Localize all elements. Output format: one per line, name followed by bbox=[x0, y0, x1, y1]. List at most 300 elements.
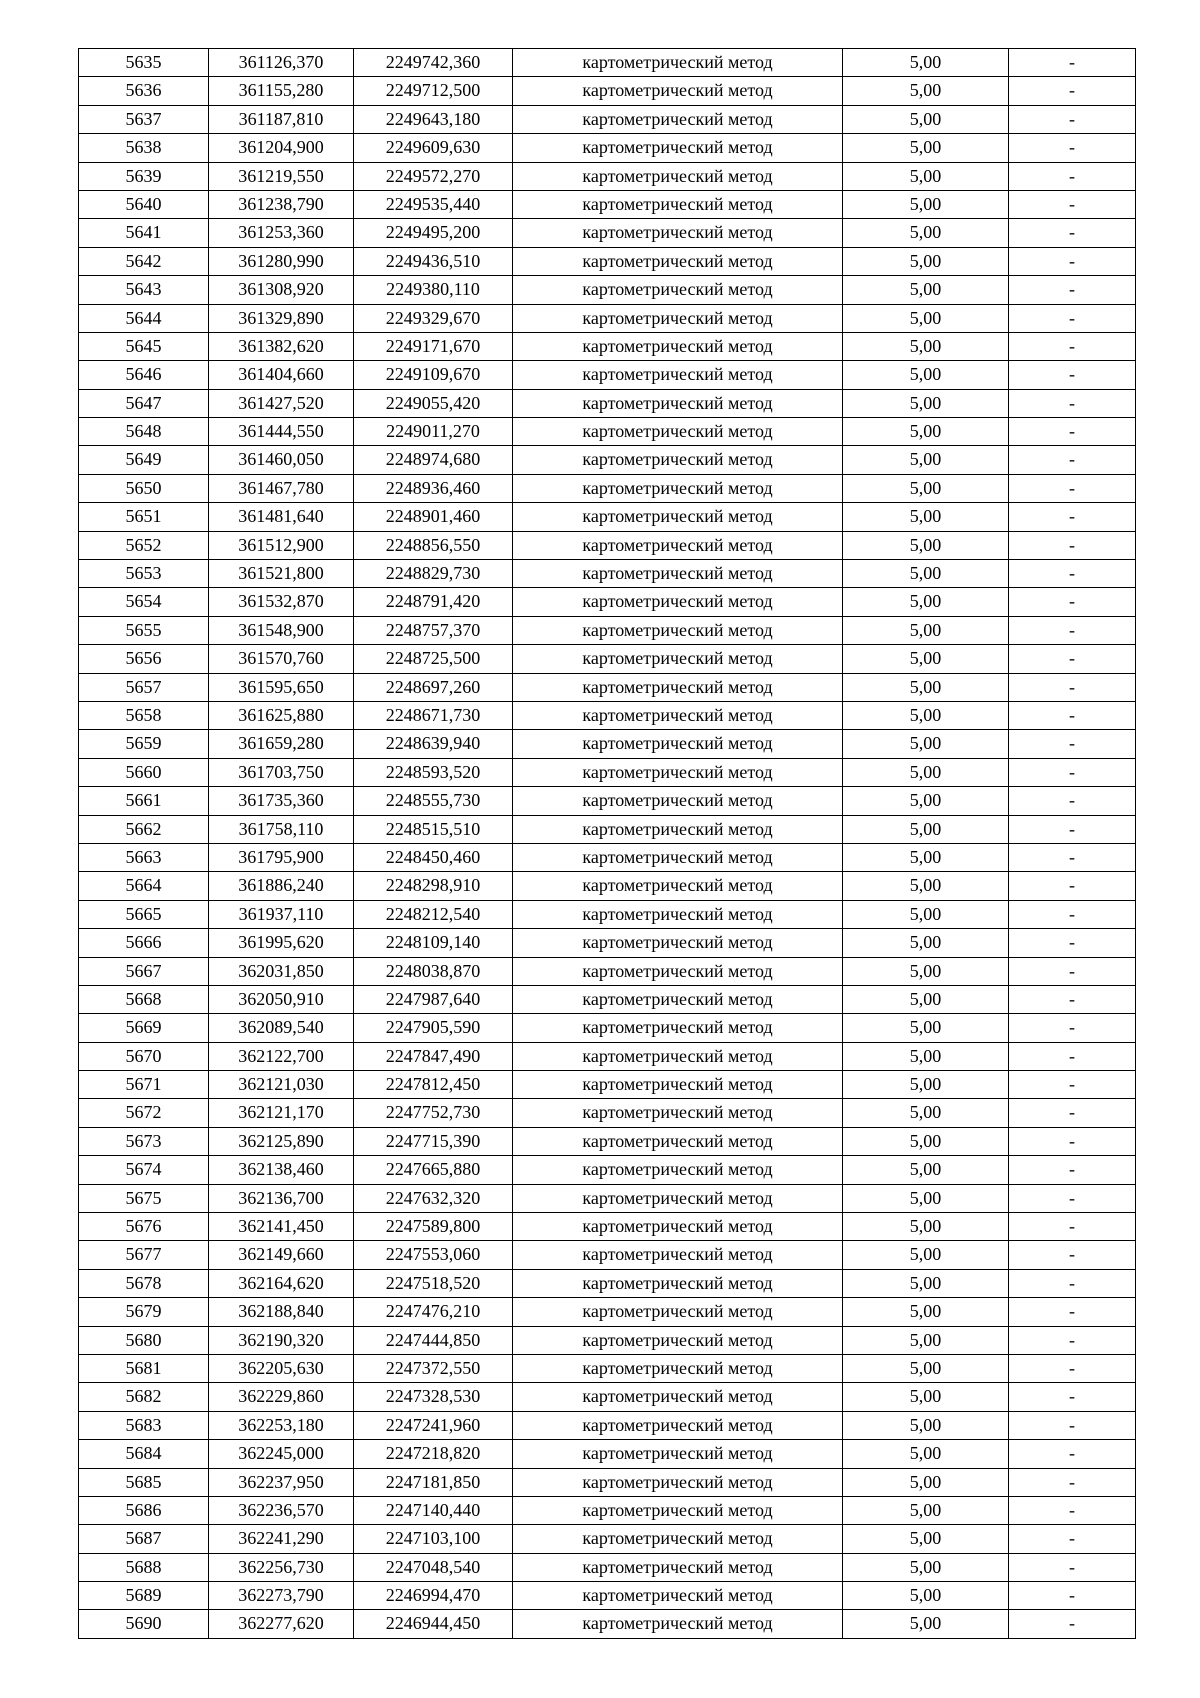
point-number-cell: 5677 bbox=[79, 1241, 209, 1269]
y-coordinate-cell: 2249643,180 bbox=[354, 105, 513, 133]
table-row bbox=[79, 503, 1136, 531]
y-coordinate-cell: 2247372,550 bbox=[354, 1354, 513, 1382]
y-coordinate-cell: 2248639,940 bbox=[354, 730, 513, 758]
method-cell: картометрический метод bbox=[513, 1042, 843, 1070]
accuracy-cell: 5,00 bbox=[843, 730, 1009, 758]
x-coordinate-cell: 362253,180 bbox=[209, 1411, 354, 1439]
table-row bbox=[79, 929, 1136, 957]
point-number-cell: 5682 bbox=[79, 1383, 209, 1411]
accuracy-cell: 5,00 bbox=[843, 1042, 1009, 1070]
table-row bbox=[79, 616, 1136, 644]
y-coordinate-cell: 2249572,270 bbox=[354, 162, 513, 190]
method-cell: картометрический метод bbox=[513, 787, 843, 815]
point-number-cell: 5689 bbox=[79, 1582, 209, 1610]
table-row bbox=[79, 1014, 1136, 1042]
x-coordinate-cell: 361548,900 bbox=[209, 616, 354, 644]
table-row bbox=[79, 1099, 1136, 1127]
method-cell: картометрический метод bbox=[513, 929, 843, 957]
x-coordinate-cell: 361187,810 bbox=[209, 105, 354, 133]
y-coordinate-cell: 2247476,210 bbox=[354, 1298, 513, 1326]
point-number-cell: 5678 bbox=[79, 1269, 209, 1297]
x-coordinate-cell: 361404,660 bbox=[209, 361, 354, 389]
note-cell: - bbox=[1009, 1326, 1136, 1354]
x-coordinate-cell: 362277,620 bbox=[209, 1610, 354, 1638]
method-cell: картометрический метод bbox=[513, 1269, 843, 1297]
method-cell: картометрический метод bbox=[513, 758, 843, 786]
accuracy-cell: 5,00 bbox=[843, 1269, 1009, 1297]
method-cell: картометрический метод bbox=[513, 446, 843, 474]
point-number-cell: 5639 bbox=[79, 162, 209, 190]
x-coordinate-cell: 362136,700 bbox=[209, 1184, 354, 1212]
x-coordinate-cell: 361886,240 bbox=[209, 872, 354, 900]
note-cell: - bbox=[1009, 1411, 1136, 1439]
x-coordinate-cell: 361308,920 bbox=[209, 276, 354, 304]
x-coordinate-cell: 361995,620 bbox=[209, 929, 354, 957]
table-row bbox=[79, 1525, 1136, 1553]
table-row bbox=[79, 134, 1136, 162]
method-cell: картометрический метод bbox=[513, 162, 843, 190]
accuracy-cell: 5,00 bbox=[843, 1184, 1009, 1212]
table-row bbox=[79, 560, 1136, 588]
note-cell: - bbox=[1009, 673, 1136, 701]
y-coordinate-cell: 2248212,540 bbox=[354, 900, 513, 928]
accuracy-cell: 5,00 bbox=[843, 190, 1009, 218]
accuracy-cell: 5,00 bbox=[843, 1213, 1009, 1241]
y-coordinate-cell: 2247752,730 bbox=[354, 1099, 513, 1127]
y-coordinate-cell: 2247518,520 bbox=[354, 1269, 513, 1297]
accuracy-cell: 5,00 bbox=[843, 219, 1009, 247]
note-cell: - bbox=[1009, 105, 1136, 133]
note-cell: - bbox=[1009, 1213, 1136, 1241]
x-coordinate-cell: 362188,840 bbox=[209, 1298, 354, 1326]
x-coordinate-cell: 362190,320 bbox=[209, 1326, 354, 1354]
x-coordinate-cell: 361521,800 bbox=[209, 560, 354, 588]
table-row bbox=[79, 1582, 1136, 1610]
coordinates-table bbox=[78, 48, 1136, 1639]
y-coordinate-cell: 2249171,670 bbox=[354, 332, 513, 360]
accuracy-cell: 5,00 bbox=[843, 787, 1009, 815]
method-cell: картометрический метод bbox=[513, 1127, 843, 1155]
x-coordinate-cell: 361595,650 bbox=[209, 673, 354, 701]
table-row bbox=[79, 730, 1136, 758]
note-cell: - bbox=[1009, 389, 1136, 417]
table-row bbox=[79, 1269, 1136, 1297]
x-coordinate-cell: 362273,790 bbox=[209, 1582, 354, 1610]
table-row bbox=[79, 985, 1136, 1013]
note-cell: - bbox=[1009, 1184, 1136, 1212]
y-coordinate-cell: 2247241,960 bbox=[354, 1411, 513, 1439]
method-cell: картометрический метод bbox=[513, 843, 843, 871]
point-number-cell: 5642 bbox=[79, 247, 209, 275]
method-cell: картометрический метод bbox=[513, 1071, 843, 1099]
method-cell: картометрический метод bbox=[513, 1553, 843, 1581]
y-coordinate-cell: 2249011,270 bbox=[354, 418, 513, 446]
x-coordinate-cell: 362138,460 bbox=[209, 1156, 354, 1184]
point-number-cell: 5649 bbox=[79, 446, 209, 474]
method-cell: картометрический метод bbox=[513, 815, 843, 843]
point-number-cell: 5680 bbox=[79, 1326, 209, 1354]
y-coordinate-cell: 2248593,520 bbox=[354, 758, 513, 786]
point-number-cell: 5648 bbox=[79, 418, 209, 446]
accuracy-cell: 5,00 bbox=[843, 389, 1009, 417]
y-coordinate-cell: 2248901,460 bbox=[354, 503, 513, 531]
table-row bbox=[79, 77, 1136, 105]
y-coordinate-cell: 2248829,730 bbox=[354, 560, 513, 588]
point-number-cell: 5635 bbox=[79, 49, 209, 77]
point-number-cell: 5686 bbox=[79, 1496, 209, 1524]
point-number-cell: 5683 bbox=[79, 1411, 209, 1439]
method-cell: картометрический метод bbox=[513, 304, 843, 332]
point-number-cell: 5662 bbox=[79, 815, 209, 843]
point-number-cell: 5658 bbox=[79, 701, 209, 729]
x-coordinate-cell: 361155,280 bbox=[209, 77, 354, 105]
method-cell: картометрический метод bbox=[513, 1383, 843, 1411]
accuracy-cell: 5,00 bbox=[843, 815, 1009, 843]
method-cell: картометрический метод bbox=[513, 588, 843, 616]
accuracy-cell: 5,00 bbox=[843, 247, 1009, 275]
note-cell: - bbox=[1009, 1241, 1136, 1269]
method-cell: картометрический метод bbox=[513, 900, 843, 928]
x-coordinate-cell: 362121,030 bbox=[209, 1071, 354, 1099]
y-coordinate-cell: 2247181,850 bbox=[354, 1468, 513, 1496]
y-coordinate-cell: 2249609,630 bbox=[354, 134, 513, 162]
y-coordinate-cell: 2249712,500 bbox=[354, 77, 513, 105]
note-cell: - bbox=[1009, 843, 1136, 871]
accuracy-cell: 5,00 bbox=[843, 929, 1009, 957]
y-coordinate-cell: 2248974,680 bbox=[354, 446, 513, 474]
table-row bbox=[79, 1383, 1136, 1411]
table-row bbox=[79, 1127, 1136, 1155]
x-coordinate-cell: 362121,170 bbox=[209, 1099, 354, 1127]
point-number-cell: 5638 bbox=[79, 134, 209, 162]
accuracy-cell: 5,00 bbox=[843, 361, 1009, 389]
accuracy-cell: 5,00 bbox=[843, 77, 1009, 105]
table-row bbox=[79, 49, 1136, 77]
point-number-cell: 5669 bbox=[79, 1014, 209, 1042]
x-coordinate-cell: 361625,880 bbox=[209, 701, 354, 729]
accuracy-cell: 5,00 bbox=[843, 1411, 1009, 1439]
y-coordinate-cell: 2248298,910 bbox=[354, 872, 513, 900]
y-coordinate-cell: 2249535,440 bbox=[354, 190, 513, 218]
y-coordinate-cell: 2249329,670 bbox=[354, 304, 513, 332]
method-cell: картометрический метод bbox=[513, 560, 843, 588]
accuracy-cell: 5,00 bbox=[843, 1610, 1009, 1638]
point-number-cell: 5657 bbox=[79, 673, 209, 701]
method-cell: картометрический метод bbox=[513, 219, 843, 247]
y-coordinate-cell: 2249109,670 bbox=[354, 361, 513, 389]
point-number-cell: 5647 bbox=[79, 389, 209, 417]
point-number-cell: 5679 bbox=[79, 1298, 209, 1326]
x-coordinate-cell: 362122,700 bbox=[209, 1042, 354, 1070]
note-cell: - bbox=[1009, 900, 1136, 928]
table-row bbox=[79, 843, 1136, 871]
note-cell: - bbox=[1009, 701, 1136, 729]
y-coordinate-cell: 2247812,450 bbox=[354, 1071, 513, 1099]
accuracy-cell: 5,00 bbox=[843, 1326, 1009, 1354]
point-number-cell: 5659 bbox=[79, 730, 209, 758]
note-cell: - bbox=[1009, 787, 1136, 815]
table-row bbox=[79, 219, 1136, 247]
point-number-cell: 5655 bbox=[79, 616, 209, 644]
y-coordinate-cell: 2247905,590 bbox=[354, 1014, 513, 1042]
note-cell: - bbox=[1009, 361, 1136, 389]
point-number-cell: 5675 bbox=[79, 1184, 209, 1212]
method-cell: картометрический метод bbox=[513, 1156, 843, 1184]
note-cell: - bbox=[1009, 190, 1136, 218]
method-cell: картометрический метод bbox=[513, 645, 843, 673]
x-coordinate-cell: 361253,360 bbox=[209, 219, 354, 247]
x-coordinate-cell: 361329,890 bbox=[209, 304, 354, 332]
table-row bbox=[79, 1326, 1136, 1354]
point-number-cell: 5654 bbox=[79, 588, 209, 616]
table-row bbox=[79, 872, 1136, 900]
accuracy-cell: 5,00 bbox=[843, 985, 1009, 1013]
y-coordinate-cell: 2249055,420 bbox=[354, 389, 513, 417]
accuracy-cell: 5,00 bbox=[843, 418, 1009, 446]
accuracy-cell: 5,00 bbox=[843, 843, 1009, 871]
table-row bbox=[79, 190, 1136, 218]
accuracy-cell: 5,00 bbox=[843, 701, 1009, 729]
table-row bbox=[79, 1496, 1136, 1524]
method-cell: картометрический метод bbox=[513, 418, 843, 446]
x-coordinate-cell: 361460,050 bbox=[209, 446, 354, 474]
accuracy-cell: 5,00 bbox=[843, 588, 1009, 616]
coordinates-table-body bbox=[79, 49, 1136, 1639]
note-cell: - bbox=[1009, 957, 1136, 985]
point-number-cell: 5665 bbox=[79, 900, 209, 928]
point-number-cell: 5664 bbox=[79, 872, 209, 900]
method-cell: картометрический метод bbox=[513, 134, 843, 162]
note-cell: - bbox=[1009, 588, 1136, 616]
point-number-cell: 5661 bbox=[79, 787, 209, 815]
note-cell: - bbox=[1009, 929, 1136, 957]
note-cell: - bbox=[1009, 815, 1136, 843]
x-coordinate-cell: 362031,850 bbox=[209, 957, 354, 985]
y-coordinate-cell: 2247328,530 bbox=[354, 1383, 513, 1411]
table-row bbox=[79, 1071, 1136, 1099]
x-coordinate-cell: 361532,870 bbox=[209, 588, 354, 616]
accuracy-cell: 5,00 bbox=[843, 1354, 1009, 1382]
note-cell: - bbox=[1009, 1269, 1136, 1297]
method-cell: картометрический метод bbox=[513, 701, 843, 729]
y-coordinate-cell: 2247140,440 bbox=[354, 1496, 513, 1524]
accuracy-cell: 5,00 bbox=[843, 957, 1009, 985]
x-coordinate-cell: 361126,370 bbox=[209, 49, 354, 77]
table-row bbox=[79, 673, 1136, 701]
table-row bbox=[79, 588, 1136, 616]
x-coordinate-cell: 361659,280 bbox=[209, 730, 354, 758]
note-cell: - bbox=[1009, 1553, 1136, 1581]
method-cell: картометрический метод bbox=[513, 531, 843, 559]
y-coordinate-cell: 2248109,140 bbox=[354, 929, 513, 957]
table-row bbox=[79, 446, 1136, 474]
accuracy-cell: 5,00 bbox=[843, 1582, 1009, 1610]
method-cell: картометрический метод bbox=[513, 1496, 843, 1524]
accuracy-cell: 5,00 bbox=[843, 872, 1009, 900]
accuracy-cell: 5,00 bbox=[843, 673, 1009, 701]
accuracy-cell: 5,00 bbox=[843, 1440, 1009, 1468]
table-row bbox=[79, 531, 1136, 559]
note-cell: - bbox=[1009, 162, 1136, 190]
point-number-cell: 5676 bbox=[79, 1213, 209, 1241]
accuracy-cell: 5,00 bbox=[843, 645, 1009, 673]
y-coordinate-cell: 2248936,460 bbox=[354, 474, 513, 502]
point-number-cell: 5640 bbox=[79, 190, 209, 218]
method-cell: картометрический метод bbox=[513, 1241, 843, 1269]
y-coordinate-cell: 2248671,730 bbox=[354, 701, 513, 729]
note-cell: - bbox=[1009, 418, 1136, 446]
point-number-cell: 5684 bbox=[79, 1440, 209, 1468]
x-coordinate-cell: 361570,760 bbox=[209, 645, 354, 673]
accuracy-cell: 5,00 bbox=[843, 105, 1009, 133]
x-coordinate-cell: 361512,900 bbox=[209, 531, 354, 559]
table-row bbox=[79, 1553, 1136, 1581]
accuracy-cell: 5,00 bbox=[843, 503, 1009, 531]
point-number-cell: 5687 bbox=[79, 1525, 209, 1553]
x-coordinate-cell: 361758,110 bbox=[209, 815, 354, 843]
y-coordinate-cell: 2248856,550 bbox=[354, 531, 513, 559]
y-coordinate-cell: 2247715,390 bbox=[354, 1127, 513, 1155]
note-cell: - bbox=[1009, 1354, 1136, 1382]
y-coordinate-cell: 2247048,540 bbox=[354, 1553, 513, 1581]
x-coordinate-cell: 361280,990 bbox=[209, 247, 354, 275]
method-cell: картометрический метод bbox=[513, 276, 843, 304]
table-row bbox=[79, 1156, 1136, 1184]
note-cell: - bbox=[1009, 1298, 1136, 1326]
x-coordinate-cell: 362050,910 bbox=[209, 985, 354, 1013]
y-coordinate-cell: 2247103,100 bbox=[354, 1525, 513, 1553]
accuracy-cell: 5,00 bbox=[843, 1099, 1009, 1127]
y-coordinate-cell: 2249436,510 bbox=[354, 247, 513, 275]
x-coordinate-cell: 361238,790 bbox=[209, 190, 354, 218]
note-cell: - bbox=[1009, 332, 1136, 360]
note-cell: - bbox=[1009, 1610, 1136, 1638]
method-cell: картометрический метод bbox=[513, 616, 843, 644]
method-cell: картометрический метод bbox=[513, 985, 843, 1013]
y-coordinate-cell: 2248450,460 bbox=[354, 843, 513, 871]
note-cell: - bbox=[1009, 247, 1136, 275]
note-cell: - bbox=[1009, 730, 1136, 758]
x-coordinate-cell: 361481,640 bbox=[209, 503, 354, 531]
y-coordinate-cell: 2248757,370 bbox=[354, 616, 513, 644]
y-coordinate-cell: 2249742,360 bbox=[354, 49, 513, 77]
table-row bbox=[79, 1184, 1136, 1212]
accuracy-cell: 5,00 bbox=[843, 304, 1009, 332]
note-cell: - bbox=[1009, 446, 1136, 474]
accuracy-cell: 5,00 bbox=[843, 1014, 1009, 1042]
method-cell: картометрический метод bbox=[513, 1582, 843, 1610]
x-coordinate-cell: 361444,550 bbox=[209, 418, 354, 446]
method-cell: картометрический метод bbox=[513, 1184, 843, 1212]
x-coordinate-cell: 361382,620 bbox=[209, 332, 354, 360]
x-coordinate-cell: 361204,900 bbox=[209, 134, 354, 162]
method-cell: картометрический метод bbox=[513, 361, 843, 389]
y-coordinate-cell: 2248725,500 bbox=[354, 645, 513, 673]
method-cell: картометрический метод bbox=[513, 1099, 843, 1127]
note-cell: - bbox=[1009, 1496, 1136, 1524]
point-number-cell: 5685 bbox=[79, 1468, 209, 1496]
table-row bbox=[79, 247, 1136, 275]
method-cell: картометрический метод bbox=[513, 1354, 843, 1382]
x-coordinate-cell: 361735,360 bbox=[209, 787, 354, 815]
note-cell: - bbox=[1009, 134, 1136, 162]
point-number-cell: 5637 bbox=[79, 105, 209, 133]
x-coordinate-cell: 362141,450 bbox=[209, 1213, 354, 1241]
accuracy-cell: 5,00 bbox=[843, 162, 1009, 190]
document-page bbox=[78, 48, 1135, 1639]
note-cell: - bbox=[1009, 1127, 1136, 1155]
point-number-cell: 5656 bbox=[79, 645, 209, 673]
y-coordinate-cell: 2246944,450 bbox=[354, 1610, 513, 1638]
x-coordinate-cell: 362237,950 bbox=[209, 1468, 354, 1496]
accuracy-cell: 5,00 bbox=[843, 1468, 1009, 1496]
accuracy-cell: 5,00 bbox=[843, 1383, 1009, 1411]
note-cell: - bbox=[1009, 503, 1136, 531]
method-cell: картометрический метод bbox=[513, 957, 843, 985]
point-number-cell: 5681 bbox=[79, 1354, 209, 1382]
table-row bbox=[79, 361, 1136, 389]
accuracy-cell: 5,00 bbox=[843, 616, 1009, 644]
point-number-cell: 5641 bbox=[79, 219, 209, 247]
accuracy-cell: 5,00 bbox=[843, 758, 1009, 786]
y-coordinate-cell: 2247987,640 bbox=[354, 985, 513, 1013]
method-cell: картометрический метод bbox=[513, 673, 843, 701]
table-row bbox=[79, 900, 1136, 928]
note-cell: - bbox=[1009, 872, 1136, 900]
table-row bbox=[79, 418, 1136, 446]
note-cell: - bbox=[1009, 1468, 1136, 1496]
point-number-cell: 5643 bbox=[79, 276, 209, 304]
x-coordinate-cell: 362229,860 bbox=[209, 1383, 354, 1411]
point-number-cell: 5644 bbox=[79, 304, 209, 332]
note-cell: - bbox=[1009, 1582, 1136, 1610]
table-row bbox=[79, 304, 1136, 332]
method-cell: картометрический метод bbox=[513, 1298, 843, 1326]
note-cell: - bbox=[1009, 560, 1136, 588]
accuracy-cell: 5,00 bbox=[843, 531, 1009, 559]
note-cell: - bbox=[1009, 1383, 1136, 1411]
y-coordinate-cell: 2247553,060 bbox=[354, 1241, 513, 1269]
x-coordinate-cell: 362241,290 bbox=[209, 1525, 354, 1553]
method-cell: картометрический метод bbox=[513, 1326, 843, 1354]
y-coordinate-cell: 2248697,260 bbox=[354, 673, 513, 701]
accuracy-cell: 5,00 bbox=[843, 332, 1009, 360]
note-cell: - bbox=[1009, 304, 1136, 332]
accuracy-cell: 5,00 bbox=[843, 1553, 1009, 1581]
point-number-cell: 5668 bbox=[79, 985, 209, 1013]
point-number-cell: 5645 bbox=[79, 332, 209, 360]
point-number-cell: 5636 bbox=[79, 77, 209, 105]
table-row bbox=[79, 474, 1136, 502]
x-coordinate-cell: 361937,110 bbox=[209, 900, 354, 928]
table-row bbox=[79, 758, 1136, 786]
note-cell: - bbox=[1009, 1071, 1136, 1099]
x-coordinate-cell: 362205,630 bbox=[209, 1354, 354, 1382]
note-cell: - bbox=[1009, 77, 1136, 105]
method-cell: картометрический метод bbox=[513, 389, 843, 417]
accuracy-cell: 5,00 bbox=[843, 49, 1009, 77]
note-cell: - bbox=[1009, 49, 1136, 77]
y-coordinate-cell: 2248555,730 bbox=[354, 787, 513, 815]
point-number-cell: 5660 bbox=[79, 758, 209, 786]
point-number-cell: 5671 bbox=[79, 1071, 209, 1099]
accuracy-cell: 5,00 bbox=[843, 560, 1009, 588]
method-cell: картометрический метод bbox=[513, 1468, 843, 1496]
y-coordinate-cell: 2247218,820 bbox=[354, 1440, 513, 1468]
note-cell: - bbox=[1009, 1042, 1136, 1070]
method-cell: картометрический метод bbox=[513, 1525, 843, 1553]
table-row bbox=[79, 1241, 1136, 1269]
